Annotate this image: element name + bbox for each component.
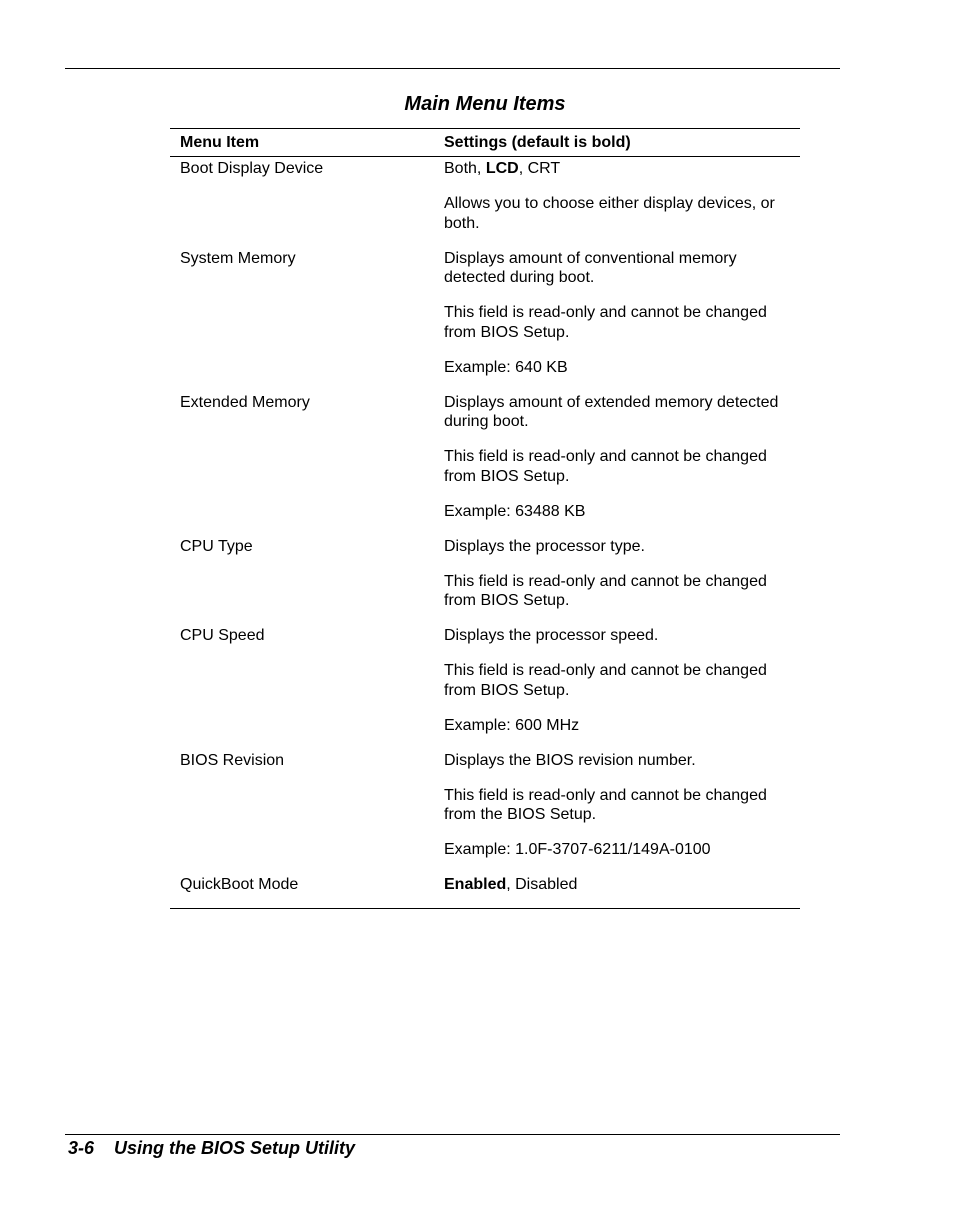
menu-item-settings bbox=[434, 626, 800, 751]
header-settings: Settings (default is bold) bbox=[444, 133, 631, 151]
menu-item-name: CPU Type bbox=[180, 537, 253, 555]
settings-text: Displays the BIOS revision number. bbox=[444, 751, 696, 769]
menu-item-settings bbox=[434, 249, 800, 393]
menu-items-table bbox=[170, 128, 800, 909]
settings-text: Displays amount of extended memory detected during boot. bbox=[444, 393, 779, 430]
settings-paragraph bbox=[444, 194, 800, 233]
settings-paragraph bbox=[444, 303, 800, 342]
settings-text: This field is read-only and cannot be changed from the BIOS Setup. bbox=[444, 786, 767, 823]
settings-text: This field is read-only and cannot be changed from BIOS Setup. bbox=[444, 448, 767, 485]
settings-paragraph bbox=[444, 716, 800, 736]
menu-item-name: System Memory bbox=[180, 249, 296, 267]
menu-item-name: Boot Display Device bbox=[180, 160, 324, 177]
menu-item-settings bbox=[434, 393, 800, 537]
settings-text: Example: 600 MHz bbox=[444, 716, 580, 734]
table-row bbox=[170, 249, 800, 393]
page-number: 3-6 bbox=[68, 1138, 95, 1158]
settings-paragraph bbox=[444, 786, 800, 825]
menu-item-name: CPU Speed bbox=[180, 627, 265, 644]
settings-paragraph bbox=[444, 661, 800, 700]
settings-text: Allows you to choose either display devices, or both. bbox=[444, 195, 775, 232]
settings-text: Example: 640 KB bbox=[444, 358, 568, 376]
chapter-title: Using the BIOS Setup Utility bbox=[114, 1138, 356, 1158]
table-header bbox=[170, 129, 800, 157]
settings-paragraph bbox=[444, 447, 800, 486]
menu-item-name: BIOS Revision bbox=[180, 751, 285, 769]
menu-item-settings bbox=[434, 159, 800, 249]
settings-paragraph bbox=[444, 875, 800, 895]
settings-paragraph bbox=[444, 358, 800, 378]
settings-text: Both, bbox=[444, 160, 486, 177]
settings-paragraph bbox=[444, 249, 800, 288]
menu-item-name: QuickBoot Mode bbox=[180, 876, 299, 893]
settings-text: Example: 1.0F-3707-6211/149A-0100 bbox=[444, 841, 711, 858]
settings-paragraph bbox=[444, 840, 800, 860]
settings-text: This field is read-only and cannot be changed from BIOS Setup. bbox=[444, 662, 767, 699]
table-title: Main Menu Items bbox=[404, 93, 566, 115]
page-footer bbox=[68, 1136, 355, 1160]
footer-rule bbox=[65, 1134, 840, 1135]
settings-text: Displays the processor type. bbox=[444, 537, 645, 555]
header-menu-item: Menu Item bbox=[180, 133, 260, 151]
table-row bbox=[170, 393, 800, 537]
table-body bbox=[170, 157, 800, 908]
settings-text: This field is read-only and cannot be changed from BIOS Setup. bbox=[444, 572, 767, 609]
table-row bbox=[170, 626, 800, 751]
menu-item-settings bbox=[434, 537, 800, 627]
settings-paragraph bbox=[444, 159, 800, 179]
settings-text: , CRT bbox=[518, 160, 561, 177]
settings-paragraph bbox=[444, 751, 800, 771]
table-row bbox=[170, 537, 800, 627]
settings-paragraph bbox=[444, 393, 800, 432]
settings-text: Displays amount of conventional memory detected during boot. bbox=[444, 249, 737, 286]
settings-paragraph bbox=[444, 537, 800, 557]
settings-paragraph bbox=[444, 572, 800, 611]
header-rule bbox=[65, 68, 840, 69]
default-setting: Enabled bbox=[444, 876, 507, 893]
settings-text: , Disabled bbox=[506, 876, 578, 893]
settings-text: Displays the processor speed. bbox=[444, 627, 659, 644]
menu-item-name: Extended Memory bbox=[180, 393, 310, 411]
settings-text: Example: 63488 KB bbox=[444, 502, 586, 520]
menu-item-settings bbox=[434, 751, 800, 876]
settings-paragraph bbox=[444, 502, 800, 522]
table-row bbox=[170, 751, 800, 876]
table-row bbox=[170, 159, 800, 249]
table-row bbox=[170, 875, 800, 895]
menu-item-settings bbox=[434, 875, 800, 895]
settings-text: This field is read-only and cannot be changed from BIOS Setup. bbox=[444, 304, 767, 341]
settings-paragraph bbox=[444, 626, 800, 646]
default-setting: LCD bbox=[485, 160, 519, 177]
